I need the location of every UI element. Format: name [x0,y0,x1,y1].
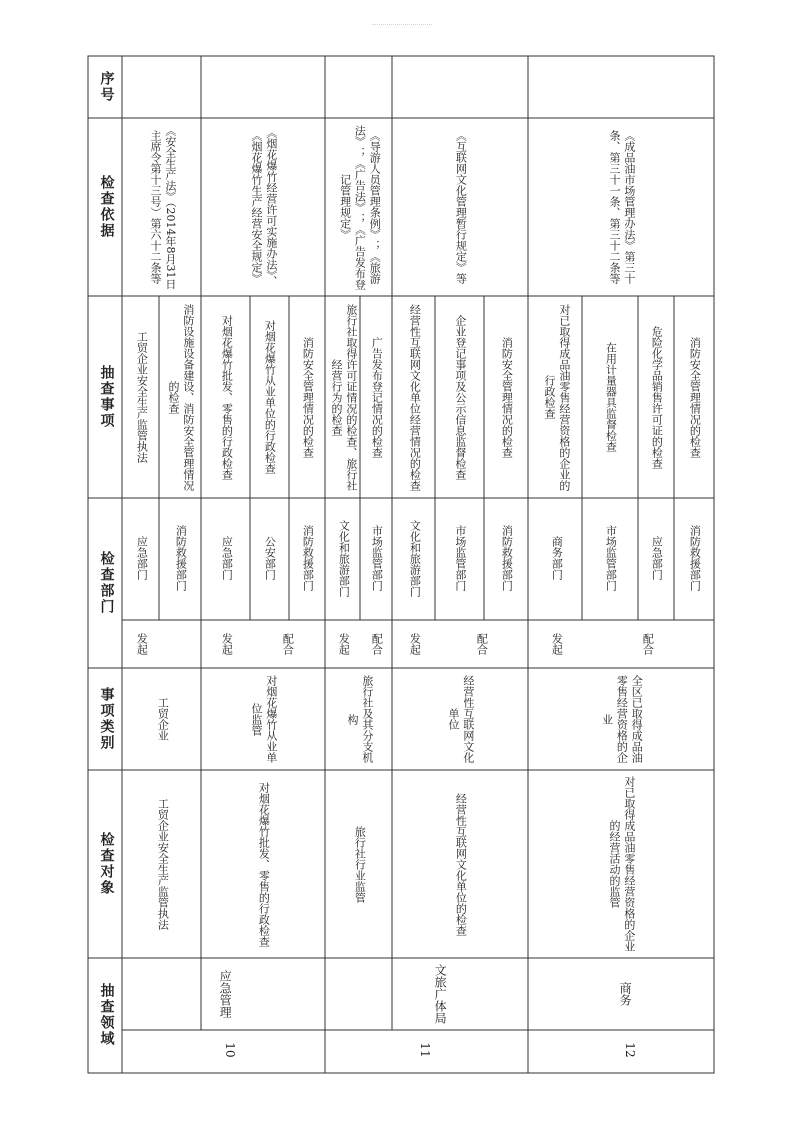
group-matter: 消防安全管理情况的检查 [301,336,315,458]
group-basis: 《导游人员管理条例》；《旅游法》；《广告法》；《广告发布登记管理规定》 [338,124,382,290]
group-role: 配合 [641,633,655,655]
group-matter: 工贸企业安全生产监管执法 [135,331,149,463]
group-basis: 《互联网文化管理暂行规定》等 [454,130,468,284]
row-domain: 文旅广体局 [433,964,448,1024]
group-matter: 企业登记事项及公示信息监督检查 [453,314,467,480]
group-role: 发起 [220,633,234,655]
group-dept: 市场监管部门 [453,525,467,591]
group-dept: 应急部门 [650,536,664,580]
row-seq: 11 [418,1042,432,1058]
row-seq: 12 [623,1042,637,1058]
group-dept: 消防救援部门 [500,525,514,591]
header-domain: 抽查领域 [98,983,115,1047]
group-subdomain: 旅行社行业监管 [353,825,367,903]
group-subdomain: 经营性互联网文化单位的检查 [454,792,468,936]
header-category: 事项类别 [98,687,115,751]
group-object: 全区已取得成品油零售经营资格的企业 [600,675,644,763]
group-matter: 对烟花爆竹批发、零售的行政检查 [220,314,234,480]
group-dept: 市场监管部门 [604,525,618,591]
group-role: 发起 [550,633,564,655]
group-dept: 市场监管部门 [370,525,384,591]
group-role: 配合 [475,633,489,655]
group-dept: 消防救援部门 [174,525,188,591]
row-seq: 10 [223,1042,237,1058]
group-role: 发起 [135,633,149,655]
row-domain: 应急管理 [218,970,233,1018]
header-seq: 序号 [98,71,115,103]
group-object: 旅行社及其分支机构 [346,675,374,763]
group-dept: 应急部门 [135,536,149,580]
group-basis: 《成品油市场管理办法》第三十条、第三十一条、第三十二条等 [608,130,636,284]
group-dept: 文化和旅游部门 [337,519,351,597]
group-matter: 对已取得成品油零售经营资格的企业的行政检查 [543,303,571,491]
group-dept: 商务部门 [550,536,564,580]
group-role: 配合 [281,633,295,655]
group-role: 发起 [408,633,422,655]
group-object: 对烟花爆竹从业单位监管 [250,675,278,763]
group-subdomain: 对已取得成品油零售经营资格的企业的经营活动的监管 [608,776,636,952]
group-subdomain: 对烟花爆竹批发、零售的行政检查 [257,781,271,947]
group-object: 工贸企业 [156,697,170,741]
group-matter: 广告发布登记情况的检查 [370,336,384,458]
header-basis: 检查依据 [98,175,115,239]
group-matter: 消防安全管理情况的检查 [500,336,514,458]
group-matter: 经营性互联网文化单位经营情况的检查 [408,303,422,491]
group-dept: 消防救援部门 [301,525,315,591]
group-role: 配合 [370,633,384,655]
group-dept: 消防救援部门 [688,525,702,591]
group-matter: 旅行社取得许可证情况的检查、旅行社经营行为的检查 [330,303,358,491]
header-matter: 抽查事项 [98,365,115,429]
header-dept: 检查部门 [98,551,115,615]
group-subdomain: 工贸企业安全生产监管执法 [156,798,170,930]
group-matter: 危险化学品销售许可证的检查 [650,325,664,469]
header-object: 检查对象 [98,832,115,896]
group-object: 经营性互联网文化单位 [447,675,475,763]
group-matter: 消防安全管理情况的检查 [688,336,702,458]
group-dept: 公安部门 [263,536,277,580]
group-basis: 《安全生产法》（2014年8月31日主席令第十三号）第六十二条等 [149,124,177,290]
group-dept: 应急部门 [220,536,234,580]
group-dept: 文化和旅游部门 [408,519,422,597]
group-matter: 在用计量器具监督检查 [604,342,618,452]
group-basis: 《烟花爆竹经营许可实施办法》、《烟花爆竹生产经营安全规定》 [250,127,278,287]
group-role: 发起 [337,633,351,655]
row-domain: 商务 [618,982,633,1006]
group-matter: 对烟花爆竹从业单位的行政检查 [263,320,277,474]
group-matter: 消防设施设备建设、消防安全管理情况的检查 [167,303,195,491]
